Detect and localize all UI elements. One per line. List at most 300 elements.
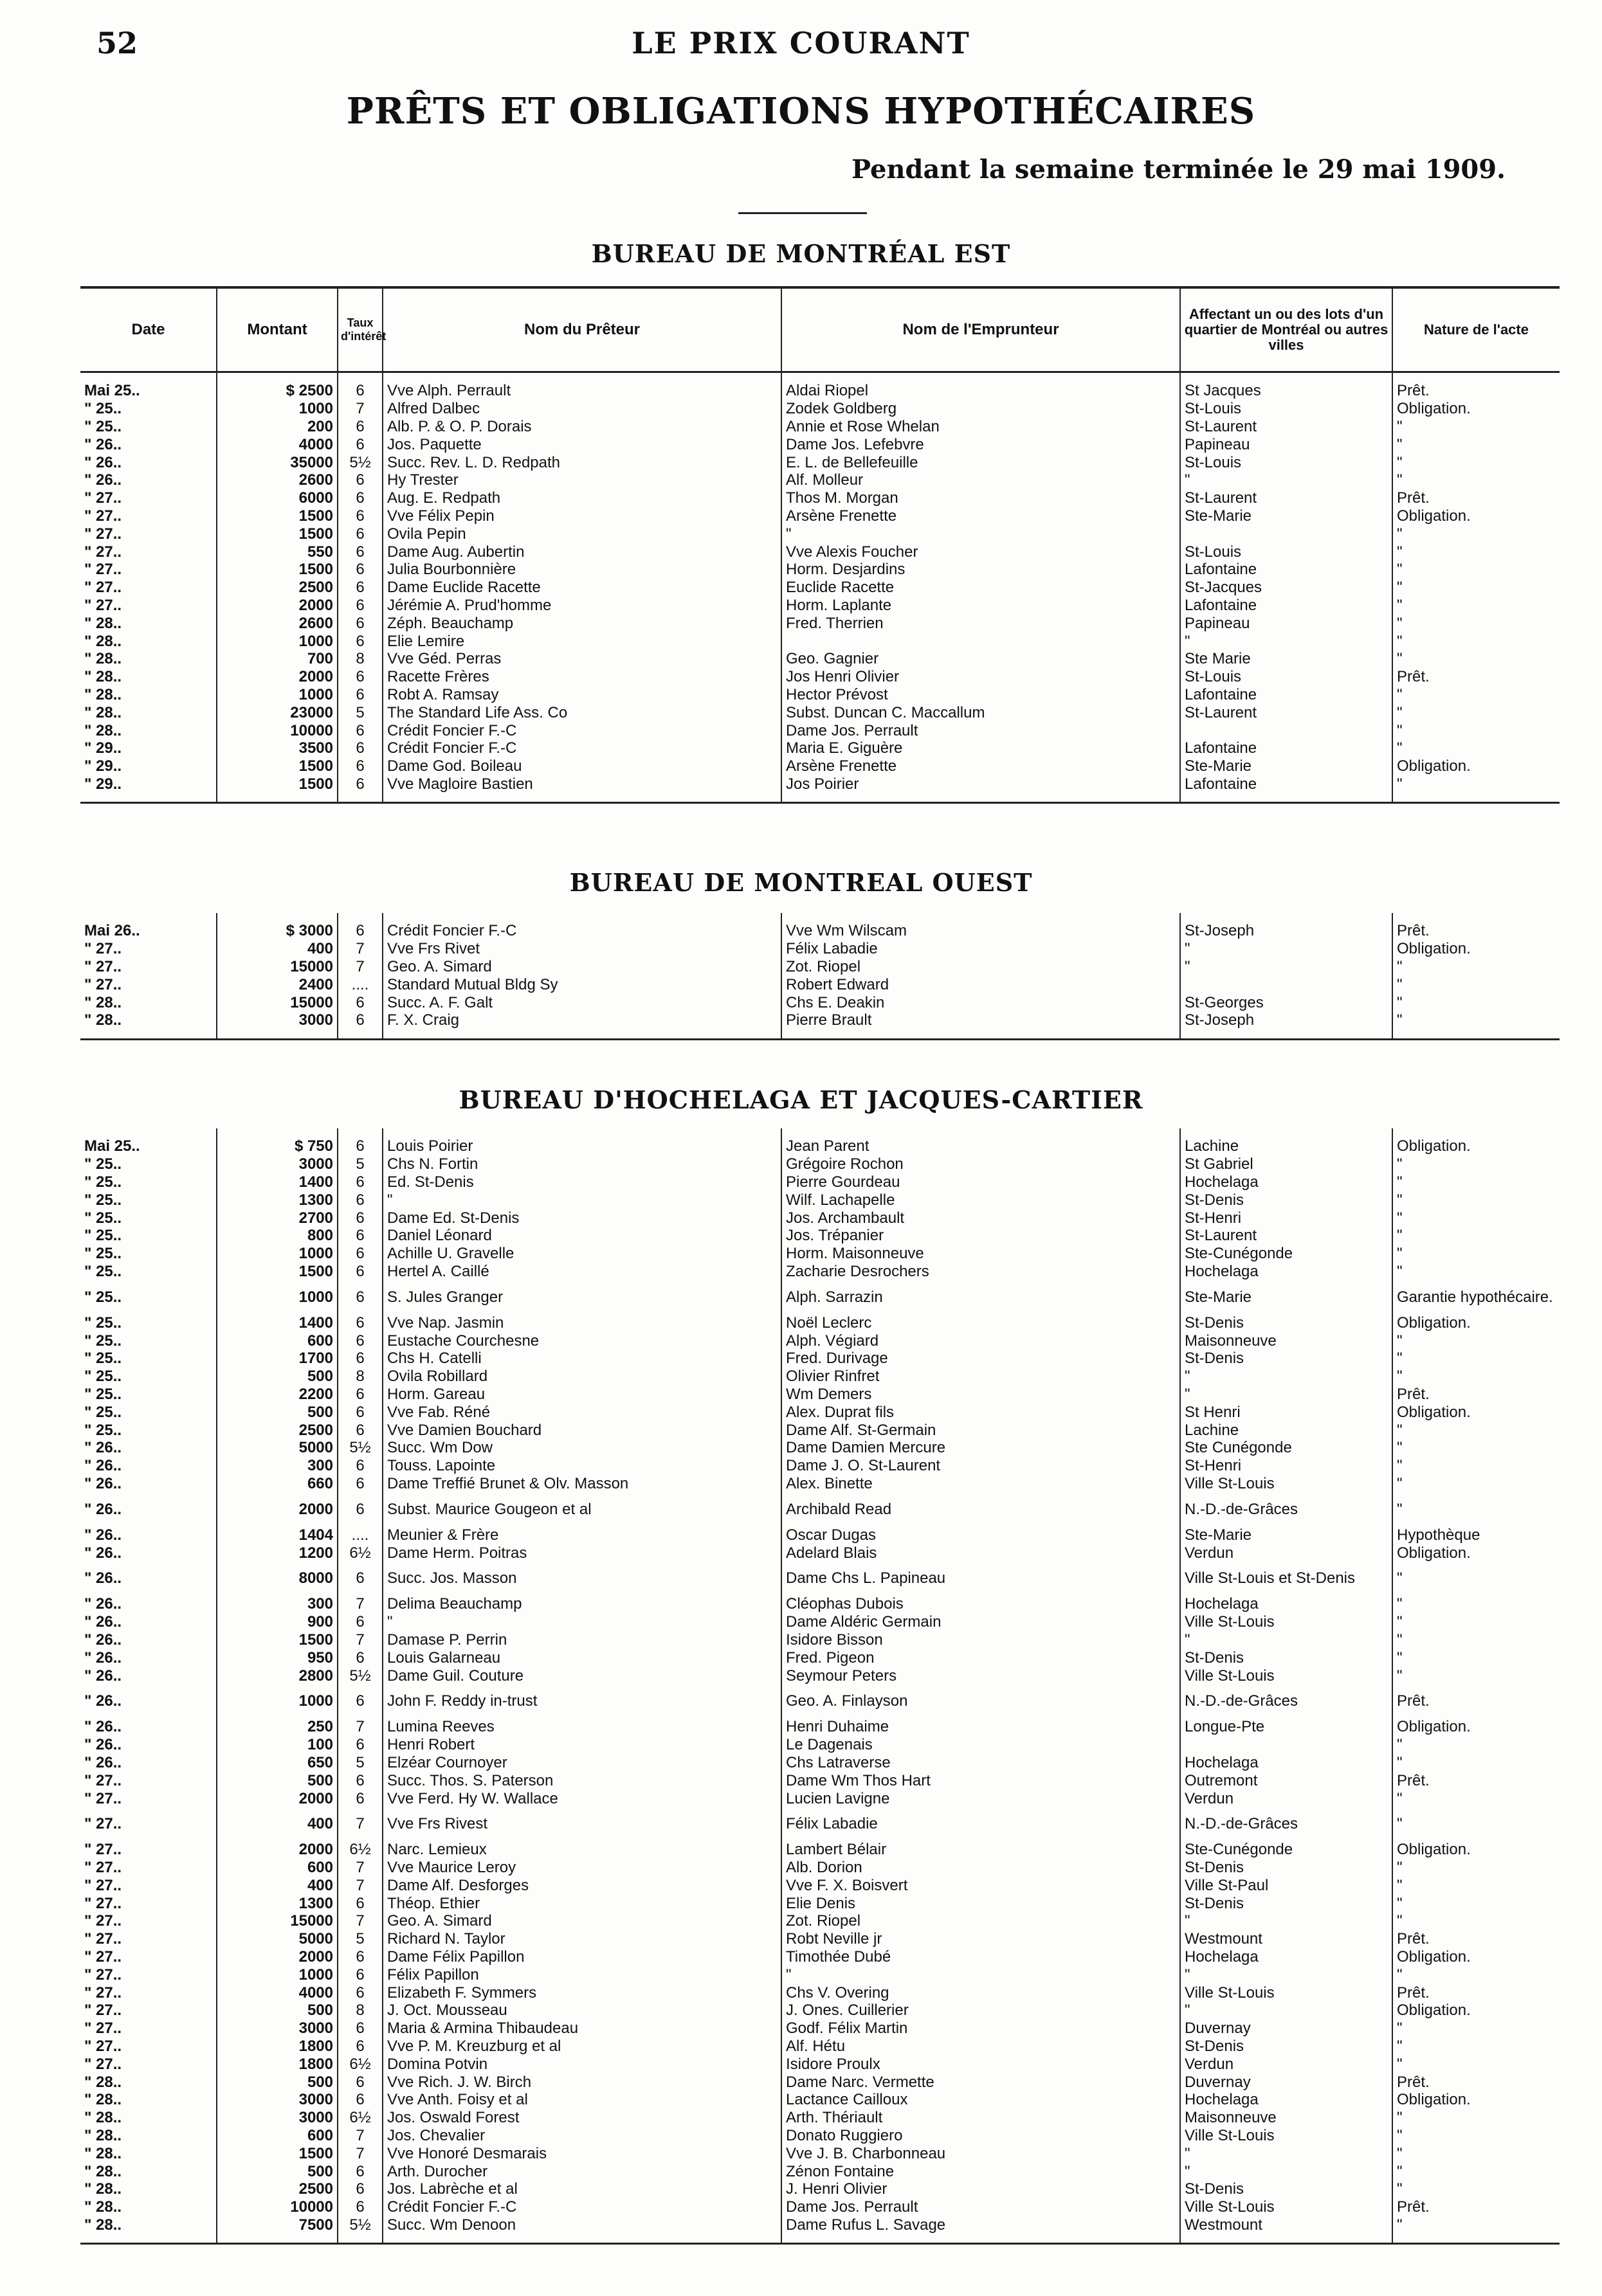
table-row [80,1877,1560,1895]
rate-cell: 6 [338,597,383,615]
date-cell: " 26.. [80,1631,217,1649]
lender-cell: Arth. Durocher [383,2162,781,2180]
district-cell: Lafontaine [1180,739,1392,757]
amount-cell: 2600 [217,471,338,489]
rate-cell: 7 [338,940,383,958]
district-cell: Duvernay [1180,2020,1392,2038]
borrower-cell: Dame Chs L. Papineau [781,1562,1180,1595]
date-cell: " 28.. [80,703,217,721]
nature-cell: " [1392,1649,1560,1667]
nature-cell: " [1392,1245,1560,1263]
borrower-cell: Zot. Riopel [781,958,1180,976]
date-cell: " 26.. [80,1492,217,1526]
nature-cell: " [1392,1492,1560,1526]
section-title-ouest: BUREAU DE MONTREAL OUEST [569,868,1033,897]
lender-cell: Jos. Chevalier [383,2127,781,2145]
lender-cell: Vve Nap. Jasmin [383,1314,781,1332]
amount-cell: 2800 [217,1667,338,1685]
date-cell: " 28.. [80,650,217,668]
district-cell: Ste Marie [1180,650,1392,668]
rate-cell: 6 [338,418,383,436]
nature-cell: Obligation. [1392,1403,1560,1421]
section-title-est: BUREAU DE MONTRÉAL EST [591,239,1011,268]
borrower-cell: Isidore Bisson [781,1631,1180,1649]
nature-cell: Obligation. [1392,1314,1560,1332]
nature-cell: " [1392,1332,1560,1350]
lender-cell: Racette Frères [383,668,781,686]
lender-cell: Louis Poirier [383,1137,781,1155]
nature-cell: " [1392,1191,1560,1209]
borrower-cell: Dame Wm Thos Hart [781,1771,1180,1789]
date-cell: " 26.. [80,435,217,453]
date-cell: Mai 26.. [80,922,217,940]
amount-cell: $ 750 [217,1137,338,1155]
table-row [80,1209,1560,1227]
district-cell: Lachine [1180,1421,1392,1439]
borrower-cell: Arsène Frenette [781,757,1180,775]
date-cell: " 27.. [80,1966,217,1984]
lender-cell: Dame Félix Papillon [383,1948,781,1966]
district-cell: Lachine [1180,1137,1392,1155]
district-cell: " [1180,940,1392,958]
table-row [80,1368,1560,1386]
lender-cell: Dame Treffié Brunet & Olv. Masson [383,1475,781,1493]
date-cell: " 25.. [80,1227,217,1245]
district-cell: St-Louis [1180,543,1392,561]
amount-cell: 2000 [217,597,338,615]
table-row [80,453,1560,471]
amount-cell: 100 [217,1736,338,1754]
nature-cell: Obligation. [1392,2002,1560,2020]
nature-cell: " [1392,632,1560,650]
borrower-cell: Jos Henri Olivier [781,668,1180,686]
amount-cell: 1000 [217,686,338,704]
amount-cell: 1300 [217,1894,338,1912]
amount-cell: 15000 [217,993,338,1011]
amount-cell: 1500 [217,775,338,793]
borrower-cell: Zot. Riopel [781,1912,1180,1930]
rate-cell: 6 [338,1227,383,1245]
amount-cell: 500 [217,1368,338,1386]
lender-cell: J. Oct. Mousseau [383,2002,781,2020]
table-row [80,1789,1560,1807]
district-cell: " [1180,2144,1392,2162]
rate-cell: 6 [338,1191,383,1209]
date-cell: " 28.. [80,2127,217,2145]
nature-cell: " [1392,1894,1560,1912]
table-row [80,1930,1560,1948]
table-header-row [80,287,1560,372]
rate-cell: 6 [338,993,383,1011]
date-cell: " 26.. [80,1718,217,1736]
amount-cell: 1300 [217,1191,338,1209]
lender-cell: Crédit Foncier F.-C [383,739,781,757]
amount-cell: 1000 [217,1245,338,1263]
nature-cell: " [1392,958,1560,976]
district-cell: " [1180,958,1392,976]
column-header: Date [80,287,217,372]
borrower-cell: Fred. Therrien [781,614,1180,632]
lender-cell: Jos. Paquette [383,435,781,453]
rate-cell: 5½ [338,1439,383,1457]
table-row [80,543,1560,561]
lender-cell: Vve Frs Rivet [383,940,781,958]
amount-cell: 10000 [217,2198,338,2216]
amount-cell: 500 [217,2162,338,2180]
lender-cell: Geo. A. Simard [383,958,781,976]
lender-cell: Chs N. Fortin [383,1155,781,1173]
district-cell: Papineau [1180,435,1392,453]
borrower-cell: Vve J. B. Charbonneau [781,2144,1180,2162]
nature-cell: Obligation. [1392,1948,1560,1966]
table-row [80,2180,1560,2198]
nature-cell: " [1392,1263,1560,1281]
borrower-cell: Dame J. O. St-Laurent [781,1457,1180,1475]
lender-cell: Meunier & Frère [383,1526,781,1544]
column-header: Affectant un ou des lots d'un quartier de Montréal ou autres villes [1180,287,1392,372]
table-row [80,721,1560,739]
district-cell: Duvernay [1180,2073,1392,2091]
nature-cell: " [1392,2216,1560,2234]
amount-cell: 1000 [217,1685,338,1718]
nature-cell: " [1392,1736,1560,1754]
borrower-cell: Adelard Blais [781,1544,1180,1562]
district-cell: " [1180,1631,1392,1649]
rate-cell: 6½ [338,1544,383,1562]
amount-cell: 1500 [217,757,338,775]
lender-cell: Vve Anth. Foisy et al [383,2091,781,2109]
lender-cell: Succ. Wm Dow [383,1439,781,1457]
table-row [80,400,1560,418]
lender-cell: Damase P. Perrin [383,1631,781,1649]
date-cell: " 27.. [80,1877,217,1895]
amount-cell: 1500 [217,561,338,579]
lender-cell: Lumina Reeves [383,1718,781,1736]
date-cell: " 28.. [80,2144,217,2162]
district-cell [1180,525,1392,543]
date-cell: " 26.. [80,1736,217,1754]
borrower-cell: " [781,525,1180,543]
table-row [80,739,1560,757]
district-cell: Verdun [1180,2055,1392,2073]
borrower-cell: Zénon Fontaine [781,2162,1180,2180]
title-rule [738,212,867,214]
district-cell: " [1180,2162,1392,2180]
lender-cell: Louis Galarneau [383,1649,781,1667]
date-cell: " 29.. [80,775,217,793]
borrower-cell: Dame Rufus L. Savage [781,2216,1180,2234]
date-cell: " 25.. [80,1368,217,1386]
date-cell: " 27.. [80,1948,217,1966]
district-cell: Ville St-Louis [1180,2198,1392,2216]
rate-cell: 6 [338,1685,383,1718]
rate-cell: 6 [338,721,383,739]
rate-cell: 8 [338,1368,383,1386]
borrower-cell: Timothée Dubé [781,1948,1180,1966]
borrower-cell: Jos. Trépanier [781,1227,1180,1245]
amount-cell: 23000 [217,703,338,721]
borrower-cell: Olivier Rinfret [781,1368,1180,1386]
date-cell: " 26.. [80,1649,217,1667]
lender-cell: Daniel Léonard [383,1227,781,1245]
table-row [80,2198,1560,2216]
table-row [80,2002,1560,2020]
table-row [80,650,1560,668]
borrower-cell: Elie Denis [781,1894,1180,1912]
nature-cell: " [1392,2144,1560,2162]
table-row [80,2073,1560,2091]
table-row [80,1807,1560,1841]
district-cell: Ste-Marie [1180,757,1392,775]
district-cell [1180,1736,1392,1754]
date-cell: " 26.. [80,1475,217,1493]
table-row [80,1314,1560,1332]
amount-cell: 8000 [217,1562,338,1595]
ledger-table-ouest [80,913,1560,1040]
table-row [80,507,1560,525]
table-row [80,1332,1560,1350]
date-cell: " 27.. [80,1894,217,1912]
amount-cell: 3500 [217,739,338,757]
district-cell: St-Denis [1180,1894,1392,1912]
table-row [80,1718,1560,1736]
column-header: Montant [217,287,338,372]
lender-cell: Crédit Foncier F.-C [383,922,781,940]
date-cell: " 27.. [80,958,217,976]
borrower-cell: Alf. Molleur [781,471,1180,489]
rate-cell: 6 [338,1386,383,1404]
table-row [80,1403,1560,1421]
date-cell: " 25.. [80,1245,217,1263]
nature-cell: Prêt. [1392,489,1560,507]
lender-cell: John F. Reddy in-trust [383,1685,781,1718]
table-row [80,1526,1560,1544]
district-cell: Ste-Marie [1180,1280,1392,1314]
amount-cell: 650 [217,1754,338,1772]
date-cell: " 25.. [80,1386,217,1404]
district-cell: Ville St-Louis [1180,1667,1392,1685]
borrower-cell: Jos. Archambault [781,1209,1180,1227]
amount-cell: 3000 [217,2020,338,2038]
borrower-cell: Dame Jos. Perrault [781,721,1180,739]
lender-cell: Robt A. Ramsay [383,686,781,704]
amount-cell: 500 [217,1403,338,1421]
nature-cell: " [1392,1631,1560,1649]
amount-cell: 1000 [217,1280,338,1314]
lender-cell: Vve P. M. Kreuzburg et al [383,2038,781,2056]
table-row [80,1667,1560,1685]
table-row [80,1736,1560,1754]
lender-cell: Vve Ferd. Hy W. Wallace [383,1789,781,1807]
nature-cell: " [1392,1667,1560,1685]
borrower-cell: Godf. Félix Martin [781,2020,1180,2038]
lender-cell: S. Jules Granger [383,1280,781,1314]
rate-cell: 6 [338,2091,383,2109]
nature-cell: " [1392,1613,1560,1631]
rate-cell: 5 [338,1155,383,1173]
table-row [80,1386,1560,1404]
borrower-cell: Alph. Végiard [781,1332,1180,1350]
amount-cell: 2500 [217,1421,338,1439]
nature-cell: " [1392,525,1560,543]
date-cell: " 26.. [80,1562,217,1595]
amount-cell: 1000 [217,1966,338,1984]
rate-cell: 6 [338,2073,383,2091]
date-cell: " 27.. [80,2038,217,2056]
borrower-cell: Vve Alexis Foucher [781,543,1180,561]
date-cell: " 28.. [80,2216,217,2234]
date-cell: " 27.. [80,507,217,525]
table-row [80,1948,1560,1966]
borrower-cell: Oscar Dugas [781,1526,1180,1544]
amount-cell: 2200 [217,1386,338,1404]
rate-cell: 6 [338,2038,383,2056]
district-cell: Outremont [1180,1771,1392,1789]
borrower-cell: Annie et Rose Whelan [781,418,1180,436]
amount-cell: 5000 [217,1439,338,1457]
borrower-cell: Arsène Frenette [781,507,1180,525]
nature-cell: Prêt. [1392,382,1560,400]
nature-cell: " [1392,1859,1560,1877]
amount-cell: 2700 [217,1209,338,1227]
rate-cell: 6 [338,1789,383,1807]
page-title: PRÊTS ET OBLIGATIONS HYPOTHÉCAIRES [346,90,1256,132]
district-cell [1180,975,1392,993]
amount-cell: 10000 [217,721,338,739]
district-cell: N.-D.-de-Grâces [1180,1807,1392,1841]
date-cell: " 27.. [80,1771,217,1789]
lender-cell: Chs H. Catelli [383,1350,781,1368]
date-cell: " 27.. [80,525,217,543]
table-row [80,1649,1560,1667]
table-row [80,993,1560,1011]
borrower-cell: Pierre Gourdeau [781,1173,1180,1191]
rate-cell: 7 [338,400,383,418]
district-cell: N.-D.-de-Grâces [1180,1492,1392,1526]
table-row [80,2162,1560,2180]
lender-cell: Vve Frs Rivest [383,1807,781,1841]
table-row [80,382,1560,400]
borrower-cell: Horm. Desjardins [781,561,1180,579]
amount-cell: 1500 [217,2144,338,2162]
borrower-cell: Vve Wm Wilscam [781,922,1180,940]
rate-cell: 7 [338,1859,383,1877]
lender-cell: Elizabeth F. Symmers [383,1984,781,2002]
amount-cell: 900 [217,1613,338,1631]
nature-cell: Garantie hypothécaire. [1392,1280,1560,1314]
borrower-cell: E. L. de Bellefeuille [781,453,1180,471]
lender-cell: Succ. Rev. L. D. Redpath [383,453,781,471]
nature-cell: " [1392,1966,1560,1984]
lender-cell: Vve Rich. J. W. Birch [383,2073,781,2091]
lender-cell: Delima Beauchamp [383,1595,781,1613]
lender-cell: " [383,1191,781,1209]
date-cell: " 26.. [80,1526,217,1544]
nature-cell: " [1392,435,1560,453]
lender-cell: Standard Mutual Bldg Sy [383,975,781,993]
rate-cell: 6 [338,739,383,757]
amount-cell: 500 [217,1771,338,1789]
date-cell: " 26.. [80,1544,217,1562]
rate-cell: 6 [338,2162,383,2180]
rate-cell: 6 [338,1403,383,1421]
column-header: Nom de l'Emprunteur [781,287,1180,372]
column-header: Nature de l'acte [1392,287,1560,372]
nature-cell: Obligation. [1392,757,1560,775]
lender-cell: Vve Fab. Réné [383,1403,781,1421]
district-cell: St-Louis [1180,400,1392,418]
borrower-cell: Jos Poirier [781,775,1180,793]
date-cell: " 27.. [80,1789,217,1807]
nature-cell: " [1392,2109,1560,2127]
nature-cell: " [1392,721,1560,739]
date-cell: " 26.. [80,1667,217,1685]
rate-cell: 5 [338,1930,383,1948]
date-cell: " 27.. [80,2002,217,2020]
district-cell: St-Henri [1180,1209,1392,1227]
district-cell: Lafontaine [1180,686,1392,704]
amount-cell: 1500 [217,1263,338,1281]
date-cell: " 27.. [80,1912,217,1930]
lender-cell: Vve Damien Bouchard [383,1421,781,1439]
column-header: Taux d'intérêt [338,287,383,372]
district-cell: " [1180,1912,1392,1930]
amount-cell: 200 [217,418,338,436]
nature-cell: " [1392,2020,1560,2038]
district-cell: St-Denis [1180,1314,1392,1332]
borrower-cell: Jean Parent [781,1137,1180,1155]
district-cell: Westmount [1180,2216,1392,2234]
lender-cell: Horm. Gareau [383,1386,781,1404]
nature-cell: " [1392,1227,1560,1245]
table-row [80,2109,1560,2127]
district-cell: Ste-Cunégonde [1180,1841,1392,1859]
district-cell: Longue-Pte [1180,1718,1392,1736]
nature-cell: " [1392,2127,1560,2145]
district-cell: Hochelaga [1180,1754,1392,1772]
rate-cell: 6 [338,1948,383,1966]
rate-cell: .... [338,975,383,993]
nature-cell: Prêt. [1392,1930,1560,1948]
amount-cell: 550 [217,543,338,561]
date-cell: " 28.. [80,632,217,650]
borrower-cell: Chs V. Overing [781,1984,1180,2002]
amount-cell: 600 [217,1332,338,1350]
nature-cell: " [1392,686,1560,704]
table-row [80,1011,1560,1029]
nature-cell: " [1392,1789,1560,1807]
rate-cell: 6 [338,525,383,543]
lender-cell: Succ. Wm Denoon [383,2216,781,2234]
rate-cell: 6 [338,922,383,940]
nature-cell: " [1392,453,1560,471]
lender-cell: Aug. E. Redpath [383,489,781,507]
date-cell: " 26.. [80,1457,217,1475]
rate-cell: 7 [338,1631,383,1649]
district-cell: St-Denis [1180,2180,1392,2198]
amount-cell: 1800 [217,2038,338,2056]
table-row [80,2038,1560,2056]
table-row [80,2216,1560,2234]
nature-cell: " [1392,1877,1560,1895]
table-row [80,614,1560,632]
borrower-cell: Dame Alf. St-Germain [781,1421,1180,1439]
date-cell: " 27.. [80,597,217,615]
ledger-table-est [80,286,1560,804]
district-cell: Verdun [1180,1789,1392,1807]
nature-cell: " [1392,650,1560,668]
rate-cell: 6 [338,561,383,579]
